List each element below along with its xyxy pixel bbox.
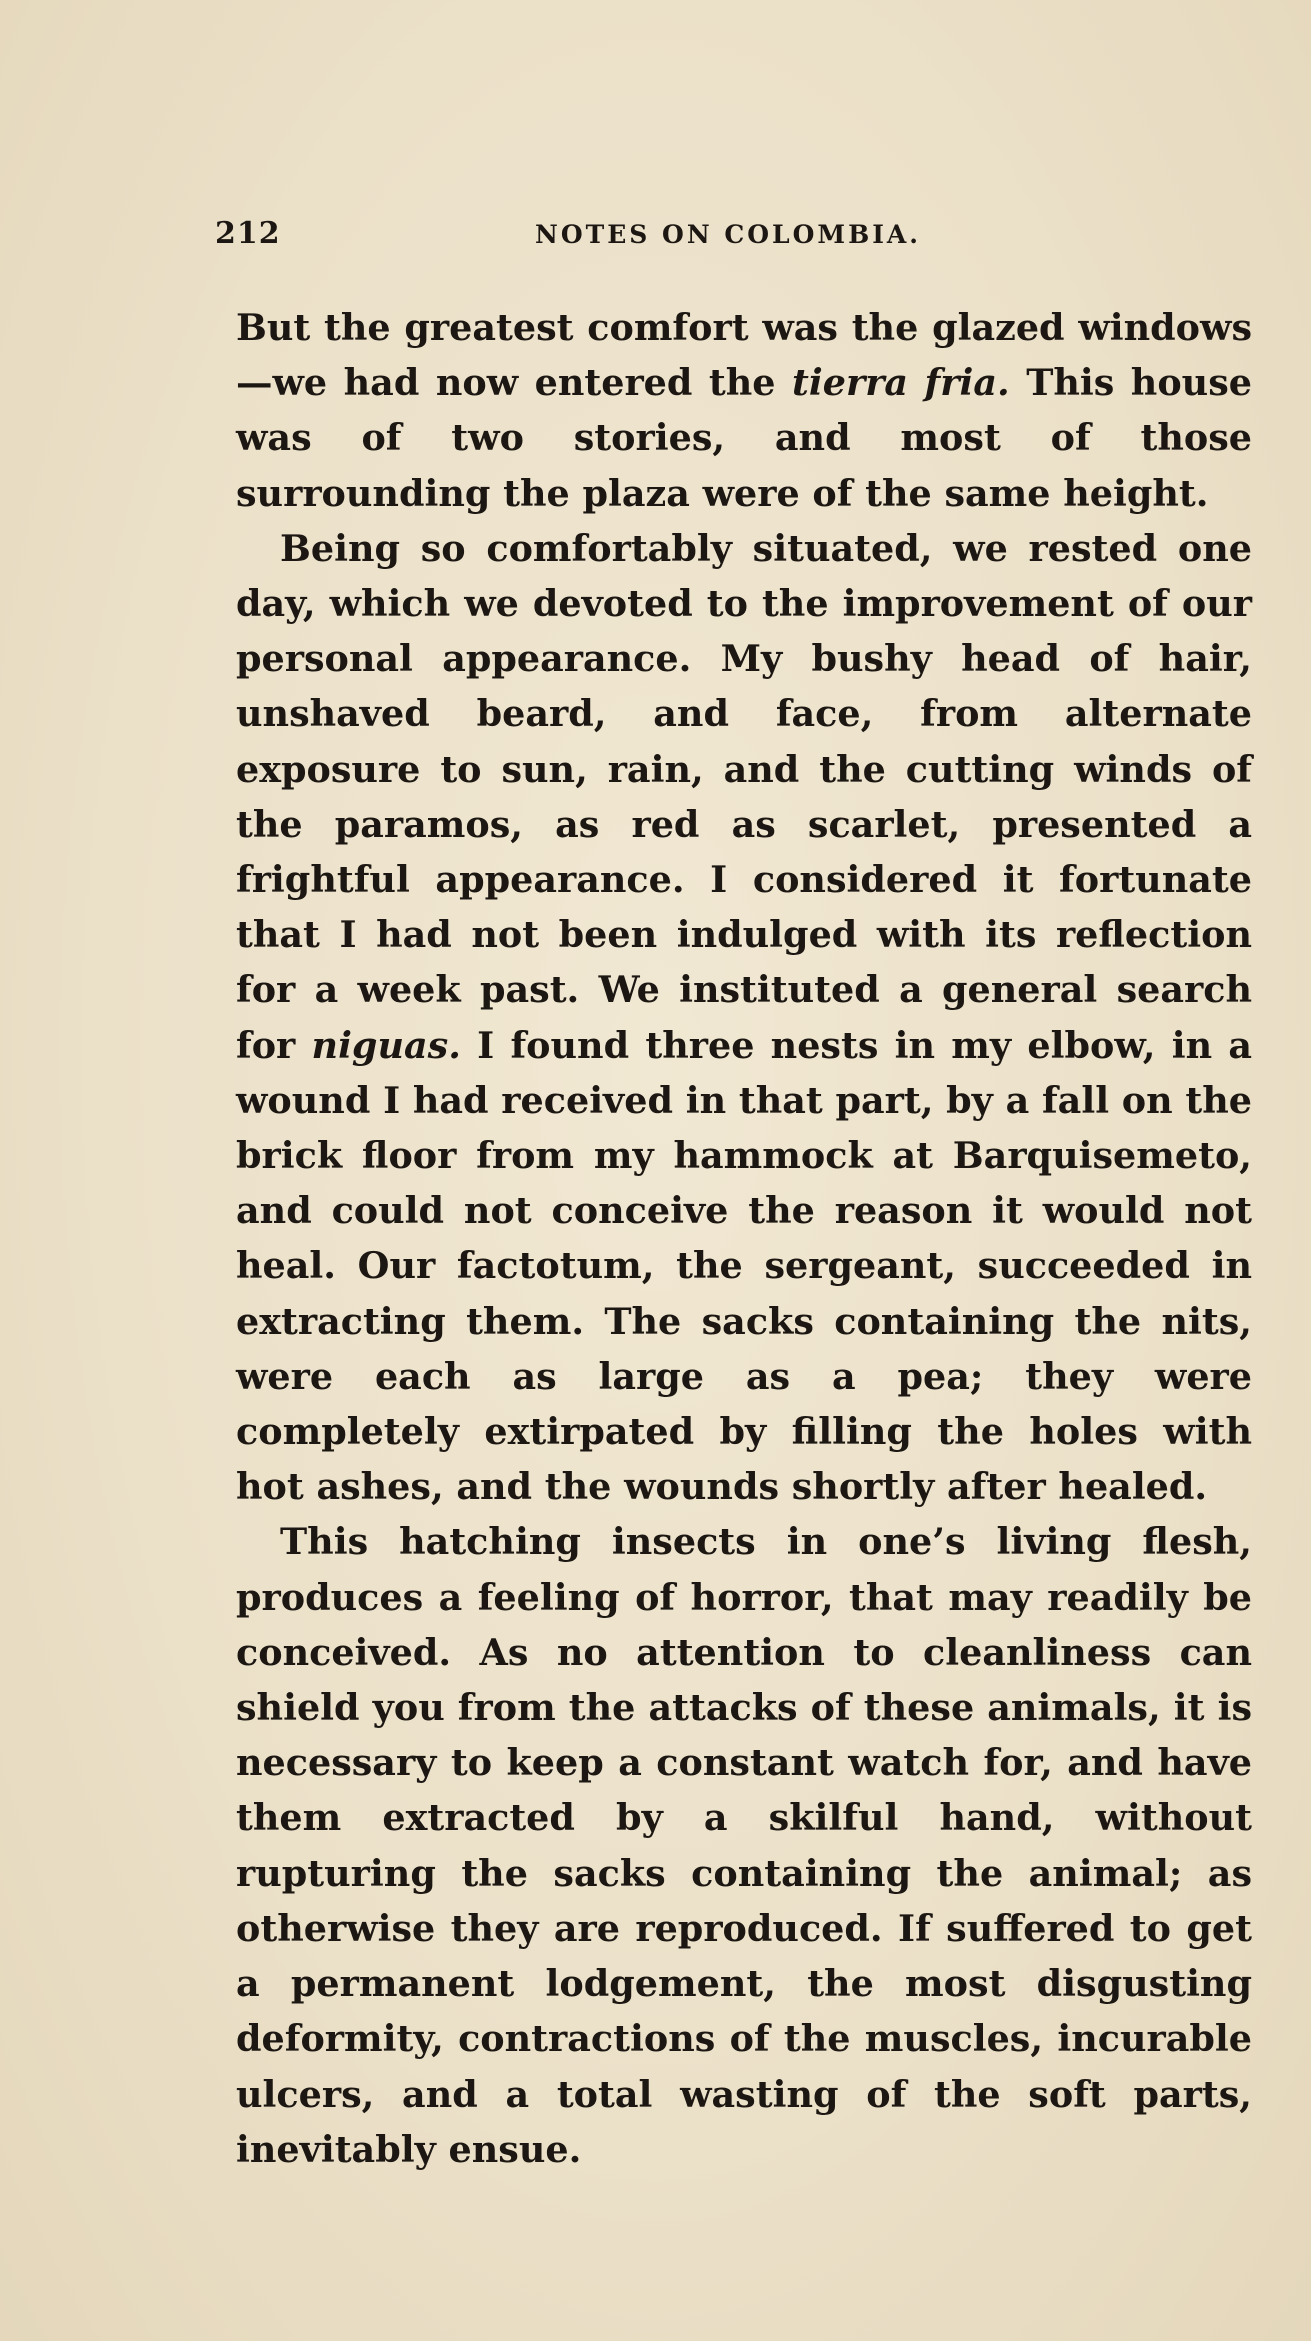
paragraph-3 <box>236 1514 1252 2176</box>
page-header <box>215 216 1095 256</box>
paragraph-2-text-b: I found three nests in my elbow, in a wound I had received in that part, by a fall on the brick floor from my hammock at Barquisemeto, and could not conceive the reason it would not heal. Our factotum, the sergeant, succeeded in extracting them. The sacks containing the nits, were each as large as a pea; they were completely extirpated by filling the holes with hot ashes, and the wounds shortly after healed. <box>236 1023 1253 1509</box>
paragraph-3-text: This hatching insects in one’s living flesh, produces a feeling of horror, that may readily be conceived. As no attention to cleanliness can shield you from the attacks of these animals, it is necessary to keep a constant watch for, and have them extracted by a skilful hand, without rupturing the sacks containing the animal; as otherwise they are reproduced. If suffered to get a permanent lodgement, the most disgusting deformity, contractions of the muscles, incurable ulcers, and a total wasting of the soft parts, inevitably ensue. <box>236 1520 1252 2171</box>
paragraph-2 <box>236 521 1252 1515</box>
paragraph-2-text-a: Being so comfortably situated, we rested one day, which we devoted to the improvement of our personal appearance. My bushy head of hair, unshaved beard, and face, from alternate exposure to sun, rain, and the cutting winds of the paramos, as red as scarlet, presented a frightful appearance. I considered it fortunate that I had not been indulged with its reflection for a week past. We instituted a general search for <box>236 526 1252 1067</box>
page-number: 212 <box>215 216 281 251</box>
paragraph-2-italic-term: niguas. <box>311 1023 461 1067</box>
paragraph-1-italic-term: tierra fria. <box>792 361 1010 405</box>
paragraph-1-text-b: This house was of two stories, and most of those surrounding the plaza were of the same height. <box>236 361 1252 515</box>
paragraph-1 <box>236 300 1252 521</box>
paragraph-1-text-a: But the greatest comfort was the glazed windows —we had now entered the <box>236 306 1252 405</box>
body-text <box>236 300 1252 2177</box>
running-head: NOTES ON COLOMBIA. <box>535 220 922 249</box>
